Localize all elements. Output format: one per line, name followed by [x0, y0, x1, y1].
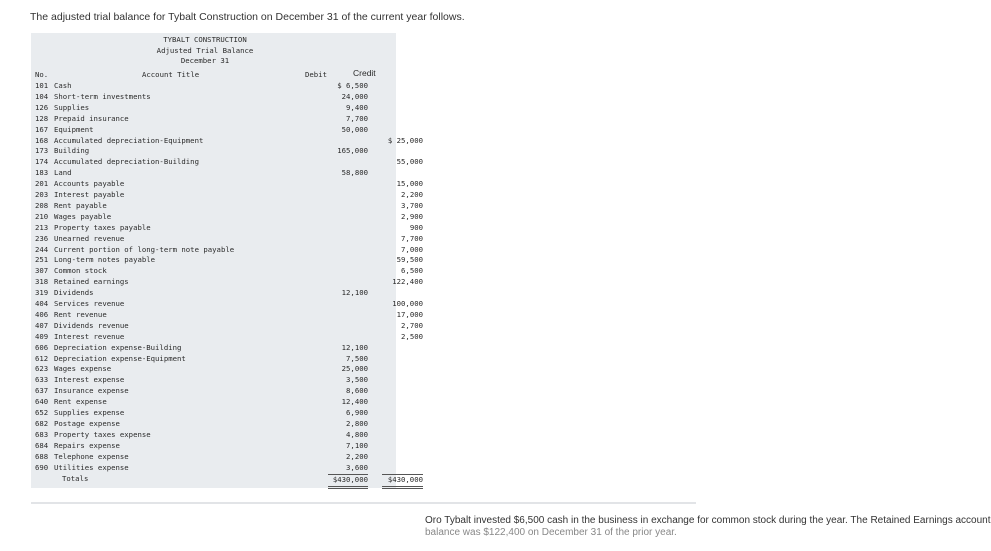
account-title: Accumulated depreciation-Building [54, 157, 199, 167]
table-row [35, 320, 423, 332]
table-row [35, 452, 395, 463]
account-title: Utilities expense [54, 462, 129, 472]
intro-text: The adjusted trial balance for Tybalt Construction on December 31 of the current year follows. [30, 11, 465, 23]
table-row [35, 211, 423, 223]
account-number: 104 [35, 91, 49, 101]
debit-amount: 58,800 [341, 168, 368, 178]
account-number: 203 [35, 190, 49, 199]
credit-amount: 55,000 [396, 157, 423, 167]
table-row [35, 354, 395, 365]
account-number: 318 [35, 277, 49, 287]
account-title: Depreciation expense-Building [54, 342, 182, 352]
debit-amount: 9,400 [346, 102, 368, 112]
table-row [35, 430, 395, 441]
debit-amount: $ 6,500 [337, 81, 368, 90]
account-number: 208 [35, 200, 49, 210]
table-row [35, 81, 395, 92]
account-number: 688 [35, 451, 49, 461]
account-number: 244 [35, 244, 49, 254]
totals-row [35, 474, 423, 485]
account-number: 251 [35, 255, 49, 265]
account-title: Rent expense [54, 397, 107, 407]
account-number: 652 [35, 408, 49, 417]
account-title: Interest revenue [54, 331, 125, 341]
credit-amount: 2,900 [401, 211, 423, 221]
table-row [35, 299, 423, 310]
credit-amount: 2,500 [401, 331, 423, 341]
debit-amount: 7,100 [346, 440, 368, 450]
col-header-no: No. [35, 70, 49, 79]
credit-amount: 3,700 [401, 200, 423, 210]
account-title: Interest expense [54, 375, 125, 385]
table-row [35, 92, 395, 103]
account-number: 183 [35, 168, 49, 178]
account-number: 236 [35, 233, 49, 243]
credit-amount: 122,400 [392, 277, 423, 287]
account-title: Dividends revenue [54, 320, 129, 330]
account-number: 307 [35, 266, 49, 276]
debit-amount: 6,900 [346, 408, 368, 417]
table-row [35, 463, 395, 474]
account-number: 684 [35, 440, 49, 450]
debit-amount: 7,500 [346, 353, 368, 363]
debit-amount: 8,600 [346, 386, 368, 396]
account-number: 623 [35, 364, 49, 374]
account-title: Interest payable [54, 190, 125, 199]
account-title: Property taxes expense [54, 429, 151, 439]
credit-amount: 900 [409, 222, 423, 232]
debit-amount: 4,800 [346, 429, 368, 439]
statement-header [150, 35, 260, 67]
account-title: Wages payable [54, 211, 112, 221]
account-number: 683 [35, 429, 49, 439]
account-title: Postage expense [54, 418, 120, 428]
credit-amount: 100,000 [392, 299, 423, 308]
account-title: Building [54, 146, 90, 156]
debit-amount: 3,600 [346, 462, 368, 472]
company-name: TYBALT CONSTRUCTION [163, 35, 247, 44]
totals-debit: $430,000 [328, 474, 368, 489]
account-number: 404 [35, 299, 49, 308]
table-row [35, 135, 423, 147]
account-number: 406 [35, 309, 49, 319]
account-number: 637 [35, 386, 49, 396]
account-number: 128 [35, 113, 49, 123]
account-title: Current portion of long-term note payable [54, 244, 235, 254]
account-title: Land [54, 168, 72, 178]
account-title: Supplies expense [54, 408, 125, 417]
account-title: Common stock [54, 266, 107, 276]
debit-amount: 12,100 [341, 288, 368, 298]
account-title: Unearned revenue [54, 233, 125, 243]
account-title: Prepaid insurance [54, 113, 129, 123]
credit-amount: 2,200 [401, 190, 423, 199]
debit-amount: 24,000 [341, 91, 368, 101]
account-title: Property taxes payable [54, 222, 151, 232]
footer-line2: balance was $122,400 on December 31 of the prior year. [425, 527, 677, 538]
table-row [35, 288, 395, 299]
col-header-credit: Credit [353, 68, 376, 78]
account-title: Supplies [54, 102, 90, 112]
credit-amount: 2,700 [401, 320, 423, 330]
table-row [35, 386, 395, 397]
account-number: 319 [35, 288, 49, 298]
credit-amount: 7,000 [401, 244, 423, 254]
table-row [35, 397, 395, 408]
credit-amount: 59,500 [396, 255, 423, 265]
debit-amount: 7,700 [346, 113, 368, 123]
account-number: 213 [35, 222, 49, 232]
account-number: 640 [35, 397, 49, 407]
debit-amount: 2,200 [346, 451, 368, 461]
account-title: Rent payable [54, 200, 107, 210]
debit-amount: 12,400 [341, 397, 368, 407]
account-number: 690 [35, 462, 49, 472]
account-number: 167 [35, 124, 49, 134]
table-row [35, 125, 395, 136]
footer-line1: Oro Tybalt invested $6,500 cash in the business in exchange for common stock during the year. The Retained Earnings account [425, 515, 991, 526]
account-title: Telephone expense [54, 451, 129, 461]
table-row [35, 233, 423, 245]
credit-amount: 17,000 [396, 309, 423, 319]
account-number: 201 [35, 179, 49, 189]
table-row [35, 364, 395, 375]
account-title: Accounts payable [54, 179, 125, 189]
debit-amount: 50,000 [341, 124, 368, 134]
account-title: Repairs expense [54, 440, 120, 450]
table-row [35, 190, 423, 201]
totals-credit: $430,000 [382, 474, 423, 489]
debit-amount: 2,800 [346, 418, 368, 428]
table-row [35, 331, 423, 343]
account-number: 409 [35, 331, 49, 341]
account-title: Rent revenue [54, 309, 107, 319]
account-number: 682 [35, 418, 49, 428]
account-title: Dividends [54, 288, 94, 298]
col-header-title: Account Title [142, 70, 200, 79]
account-title: Short-term investments [54, 91, 151, 101]
table-row [35, 419, 395, 430]
table-row [35, 200, 423, 212]
table-row [35, 255, 423, 266]
table-row [35, 222, 423, 234]
debit-amount: 3,500 [346, 375, 368, 385]
credit-amount: 15,000 [396, 179, 423, 189]
account-number: 606 [35, 342, 49, 352]
table-row [35, 441, 395, 452]
account-number: 168 [35, 135, 49, 145]
account-title: Retained earnings [54, 277, 129, 287]
table-row [35, 146, 395, 157]
account-number: 612 [35, 353, 49, 363]
account-number: 407 [35, 320, 49, 330]
table-row [35, 309, 423, 321]
account-title: Accumulated depreciation-Equipment [54, 135, 204, 145]
account-title: Long-term notes payable [54, 255, 156, 265]
account-number: 126 [35, 102, 49, 112]
account-title: Wages expense [54, 364, 112, 374]
table-row [35, 103, 395, 114]
debit-amount: 12,100 [341, 342, 368, 352]
account-title: Equipment [54, 124, 94, 134]
table-row [35, 179, 423, 190]
account-title: Cash [54, 81, 72, 90]
table-row [35, 277, 423, 288]
table-row [35, 168, 395, 179]
debit-amount: 165,000 [337, 146, 368, 156]
credit-amount: 7,700 [401, 233, 423, 243]
account-number: 101 [35, 81, 49, 90]
account-number: 173 [35, 146, 49, 156]
account-title: Services revenue [54, 299, 125, 308]
account-title: Depreciation expense-Equipment [54, 353, 186, 363]
credit-amount: $ 25,000 [387, 135, 423, 145]
credit-amount: 6,500 [401, 266, 423, 276]
account-number: 633 [35, 375, 49, 385]
totals-label: Totals [62, 474, 89, 483]
col-header-debit: Debit [305, 70, 327, 79]
account-number: 210 [35, 211, 49, 221]
table-row [35, 343, 395, 354]
account-title: Insurance expense [54, 386, 129, 396]
table-row [35, 244, 423, 256]
statement-name: Adjusted Trial Balance [156, 45, 254, 55]
table-row [35, 266, 423, 277]
statement-date: December 31 [180, 56, 230, 66]
table-row [35, 375, 395, 386]
divider [31, 502, 696, 504]
table-row [35, 408, 395, 419]
debit-amount: 25,000 [341, 364, 368, 374]
account-number: 174 [35, 157, 49, 167]
table-row [35, 157, 423, 168]
table-row [35, 114, 395, 125]
